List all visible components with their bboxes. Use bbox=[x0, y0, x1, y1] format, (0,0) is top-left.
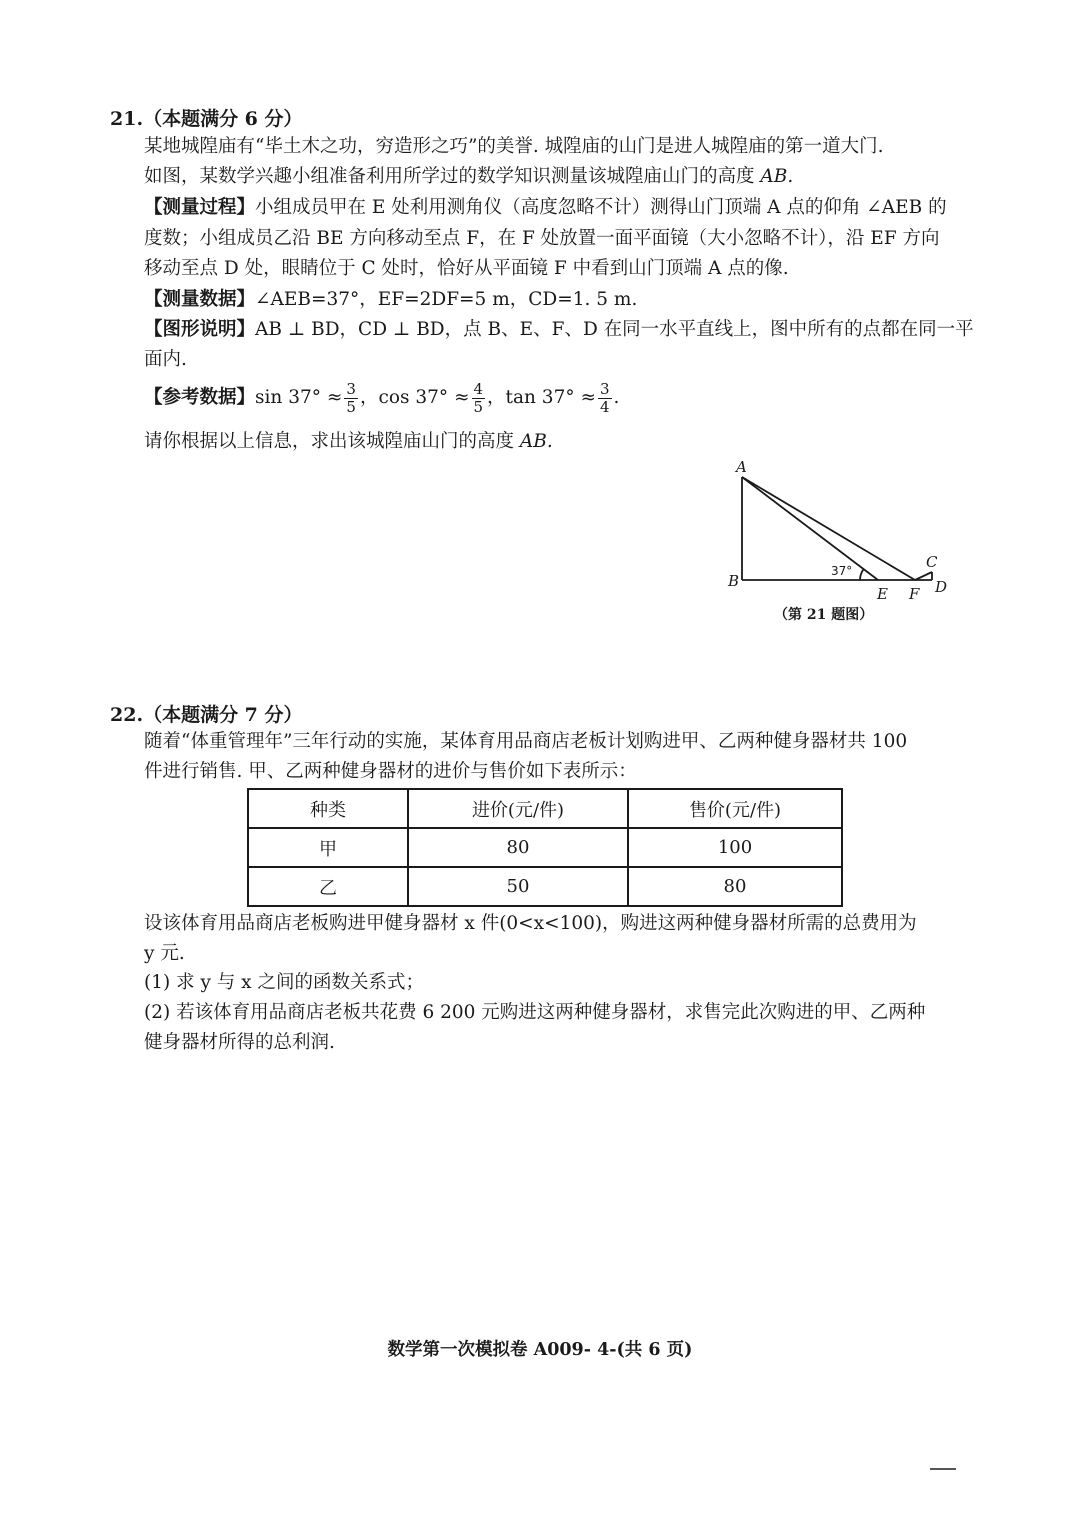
table-header-cell: 进价(元/件) bbox=[408, 789, 628, 828]
q22-setup-line1: 设该体育用品商店老板购进甲健身器材 x 件(0<x<100)，购进这两种健身器材所需的总费用为 bbox=[144, 913, 917, 934]
q21-ref-end: . bbox=[613, 387, 620, 408]
q21-frac-sin bbox=[344, 381, 358, 416]
q21-ask-ab: AB. bbox=[519, 431, 553, 452]
table-cell: 甲 bbox=[248, 828, 408, 867]
q21-intro-ab: AB. bbox=[760, 166, 794, 187]
corner-mark bbox=[930, 1468, 956, 1470]
q21-intro-text: 如图，某数学兴趣小组准备利用所学过的数学知识测量该城隍庙山门的高度 bbox=[144, 166, 761, 187]
q22-setup-line2: y 元. bbox=[144, 943, 185, 964]
q22-number: 22. bbox=[110, 704, 144, 726]
q21-process-text1: 小组成员甲在 E 处利用测角仪（高度忽略不计）测得山门顶端 A 点的仰角 ∠AEB 的 bbox=[255, 197, 947, 218]
q22-score: （本题满分 7 分） bbox=[143, 704, 303, 726]
q21-process-line3: 移动至点 D 处，眼睛位于 C 处时，恰好从平面镜 F 中看到山门顶端 A 点的像. bbox=[144, 258, 789, 279]
q21-heading bbox=[110, 104, 303, 131]
q21-ref-tan: ，tan 37° ≈ bbox=[487, 387, 596, 408]
q22-heading bbox=[110, 700, 303, 727]
q22-intro-line1: 随着“体重管理年”三年行动的实施，某体育用品商店老板计划购进甲、乙两种健身器材共 100 bbox=[144, 731, 908, 752]
q21-figure-desc-line2: 面内. bbox=[144, 349, 187, 370]
angle-label: 37° bbox=[831, 564, 853, 578]
q21-reference-line bbox=[144, 378, 619, 418]
table-header-row bbox=[248, 789, 842, 828]
label-a: A bbox=[736, 458, 747, 476]
segment-ae bbox=[742, 477, 878, 580]
q22-part2-line2: 健身器材所得的总利润. bbox=[144, 1032, 335, 1053]
q21-figure bbox=[720, 455, 960, 630]
table-row bbox=[248, 867, 842, 906]
q21-figure-desc-label: 【图形说明】 bbox=[144, 319, 256, 340]
q21-frac-cos-den: 5 bbox=[473, 397, 484, 416]
q21-process-line2: 度数；小组成员乙沿 BE 方向移动至点 F，在 F 处放置一面平面镜（大小忽略不计），沿 EF 方向 bbox=[144, 228, 940, 249]
figure-caption: （第 21 题图） bbox=[774, 607, 874, 623]
q21-figure-desc-line1 bbox=[144, 318, 974, 342]
q21-ref-cos: ，cos 37° ≈ bbox=[359, 387, 470, 408]
q21-frac-cos bbox=[472, 381, 486, 416]
label-c: C bbox=[926, 553, 938, 571]
segment-af bbox=[742, 477, 915, 580]
q21-frac-tan-num: 3 bbox=[599, 379, 610, 398]
q21-frac-sin-num: 3 bbox=[346, 379, 356, 398]
table-cell: 80 bbox=[408, 828, 628, 867]
label-e: E bbox=[877, 585, 888, 603]
q21-frac-tan-den: 4 bbox=[599, 397, 610, 416]
table-cell: 乙 bbox=[248, 867, 408, 906]
q21-intro-line1: 某地城隍庙有“毕土木之功，穷造形之巧”的美誉. 城隍庙的山门是进人城隍庙的第一道大门. bbox=[144, 136, 884, 157]
angle-arc bbox=[860, 569, 864, 580]
q22-intro-line2: 件进行销售. 甲、乙两种健身器材的进价与售价如下表所示： bbox=[144, 761, 637, 782]
q21-process-line1 bbox=[144, 196, 947, 220]
q21-frac-tan bbox=[598, 381, 612, 416]
q21-figure-desc-text: AB ⊥ BD，CD ⊥ BD，点 B、E、F、D 在同一水平直线上，图中所有的点都在同一平 bbox=[255, 319, 974, 340]
q21-data-label: 【测量数据】 bbox=[144, 289, 256, 310]
q22-part1: (1) 求 y 与 x 之间的函数关系式； bbox=[144, 972, 424, 993]
price-table bbox=[247, 788, 843, 907]
q21-ask-line bbox=[144, 430, 553, 454]
table-cell: 100 bbox=[628, 828, 842, 867]
q21-data-text: ∠AEB=37°，EF=2DF=5 m，CD=1. 5 m. bbox=[255, 289, 638, 310]
q21-ask-text: 请你根据以上信息，求出该城隍庙山门的高度 bbox=[144, 431, 520, 452]
table-header-cell: 种类 bbox=[248, 789, 408, 828]
q21-score: （本题满分 6 分） bbox=[143, 108, 303, 130]
label-b: B bbox=[728, 572, 740, 590]
table-header-cell: 售价(元/件) bbox=[628, 789, 842, 828]
q21-process-label: 【测量过程】 bbox=[144, 197, 256, 218]
label-f: F bbox=[909, 585, 920, 603]
q21-reference-label: 【参考数据】 bbox=[144, 387, 256, 408]
q21-frac-sin-den: 5 bbox=[346, 397, 356, 416]
page-footer: 数学第一次模拟卷 A009- 4-(共 6 页) bbox=[387, 1340, 693, 1360]
table-cell: 50 bbox=[408, 867, 628, 906]
q21-data-line bbox=[144, 288, 637, 312]
q22-part2-line1: (2) 若该体育用品商店老板共花费 6 200 元购进这两种健身器材，求售完此次购进的甲、乙两种 bbox=[144, 1002, 926, 1023]
table-cell: 80 bbox=[628, 867, 842, 906]
table-row bbox=[248, 828, 842, 867]
q21-ref-sin: sin 37° ≈ bbox=[255, 387, 343, 408]
q21-number: 21. bbox=[110, 108, 144, 130]
label-d: D bbox=[935, 578, 948, 596]
segment-fc bbox=[915, 572, 932, 580]
q21-frac-cos-num: 4 bbox=[473, 379, 484, 398]
q21-intro-line2 bbox=[144, 165, 793, 189]
